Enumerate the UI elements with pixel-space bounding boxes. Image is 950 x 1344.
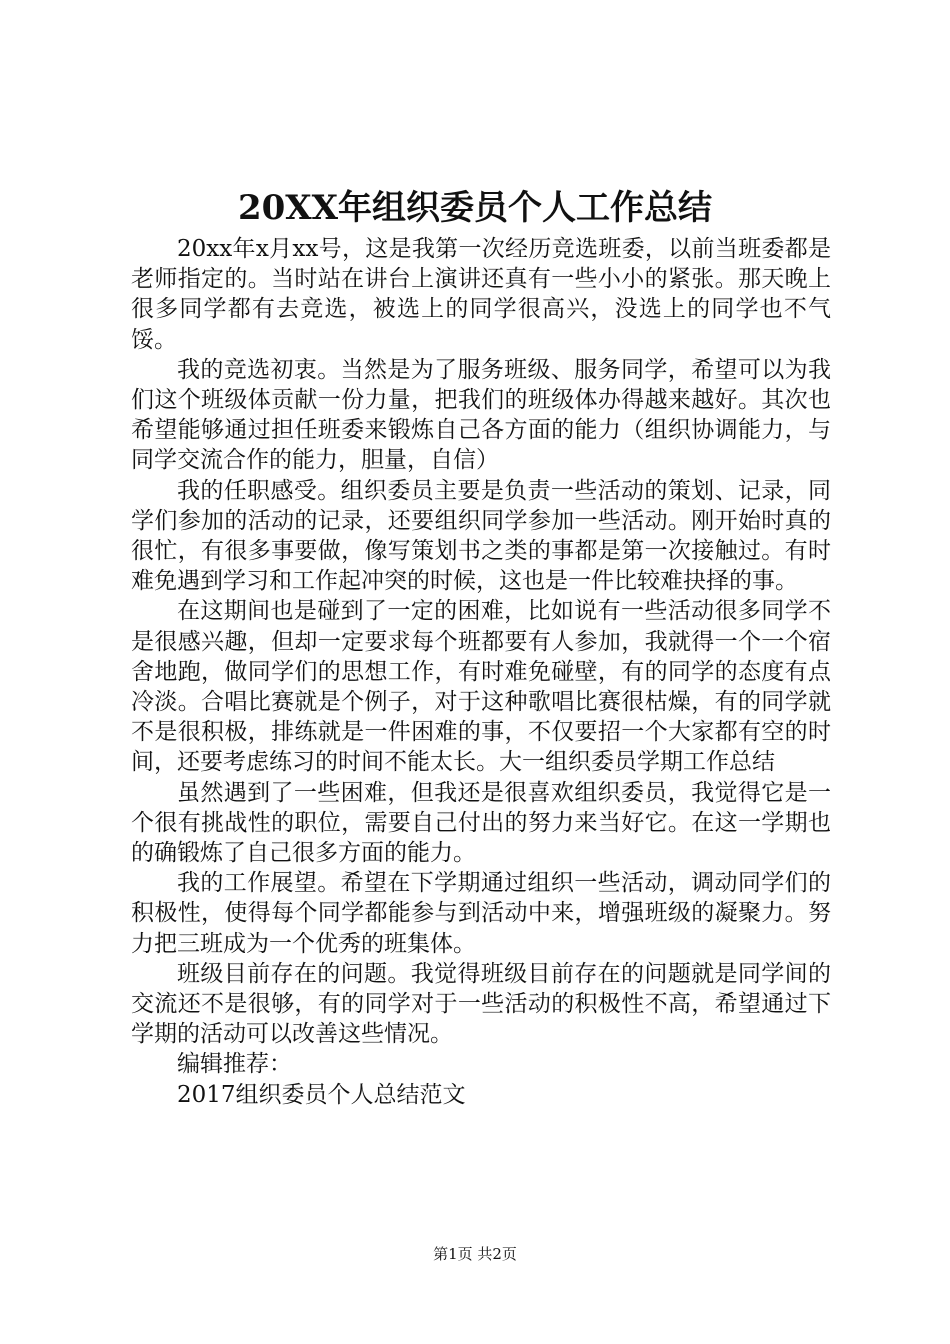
paragraph-7: 班级目前存在的问题。我觉得班级目前存在的问题就是同学间的交流还不是很够，有的同学对于一些活动的积极性不高，希望通过下学期的活动可以改善这些情况。 <box>131 960 831 1048</box>
document-body <box>131 234 831 1110</box>
editor-recommendation-label: 编辑推荐： <box>177 1051 292 1078</box>
paragraph-5: 虽然遇到了一些困难，但我还是很喜欢组织委员，我觉得它是一个很有挑战性的职位，需要自己付出的努力来当好它。在这一学期也的确锻炼了自己很多方面的能力。 <box>131 779 831 867</box>
paragraph-6: 我的工作展望。希望在下学期通过组织一些活动，调动同学们的积极性，使得每个同学都能参与到活动中来，增强班级的凝聚力。努力把三班成为一个优秀的班集体。 <box>131 870 831 957</box>
paragraph-4: 在这期间也是碰到了一定的困难，比如说有一些活动很多同学不是很感兴趣，但却一定要求每个班都要有人参加，我就得一个一个宿舍地跑，做同学们的思想工作，有时难免碰壁，有的同学的态度有点冷淡。合唱比赛就是个例子，对于这种歌唱比赛很枯燥，有的同学就不是很积极，排练就是一件困难的事，不仅要招一个大家都有空的时间，还要考虑练习的时间不能太长。大一组织委员学期工作总结 <box>131 598 831 776</box>
page-number-footer: 第1页 共2页 <box>433 1245 517 1263</box>
recommended-article-link[interactable]: 2017组织委员个人总结范文 <box>177 1081 466 1108</box>
paragraph-1: 20xx年x月xx号，这是我第一次经历竞选班委，以前当班委都是老师指定的。当时站在讲台上演讲还真有一些小小的紧张。那天晚上很多同学都有去竞选，被选上的同学很高兴，没选上的同学也不气馁。 <box>131 236 831 353</box>
document-title: 20XX年组织委员个人工作总结 <box>237 188 713 228</box>
paragraph-2: 我的竞选初衷。当然是为了服务班级、服务同学，希望可以为我们这个班级体贡献一份力量，把我们的班级体办得越来越好。其次也希望能够通过担任班委来锻炼自己各方面的能力（组织协调能力，与同学交流合作的能力，胆量，自信） <box>131 356 831 474</box>
paragraph-3: 我的任职感受。组织委员主要是负责一些活动的策划、记录，同学们参加的活动的记录，还要组织同学参加一些活动。刚开始时真的很忙，有很多事要做，像写策划书之类的事都是第一次接触过。有时难免遇到学习和工作起冲突的时候，这也是一件比较难抉择的事。 <box>131 477 831 595</box>
